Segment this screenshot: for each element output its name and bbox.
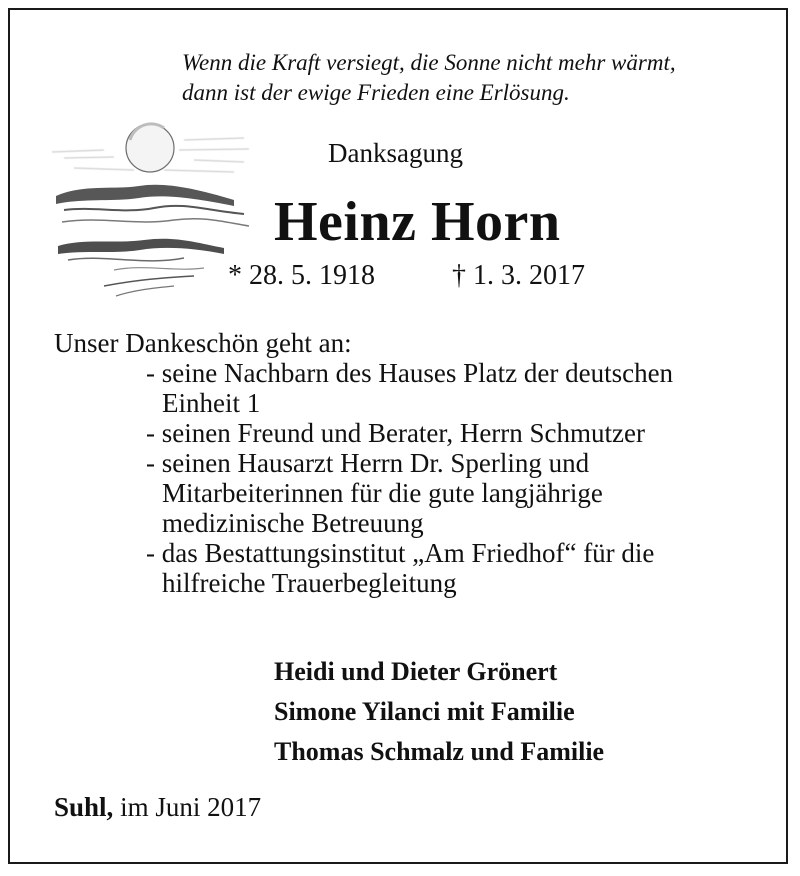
place: Suhl,: [54, 792, 114, 822]
signer-2: Simone Yilanci mit Familie: [274, 697, 575, 726]
signer-1: Heidi und Dieter Grönert: [274, 657, 558, 686]
motto-line-2: dann ist der ewige Frieden eine Erlösung.: [182, 80, 570, 105]
list-item-line: - das Bestattungsinstitut „Am Friedhof“ für die: [146, 538, 655, 568]
notice-frame: [8, 8, 788, 864]
list-item-line: medizinische Betreuung: [162, 508, 424, 538]
list-item: [146, 448, 673, 538]
death-date: † 1. 3. 2017: [452, 260, 585, 291]
motto: [182, 48, 676, 108]
list-item-line: Einheit 1: [162, 388, 261, 418]
list-item-line: - seinen Hausarzt Herrn Dr. Sperling und: [146, 448, 590, 478]
motto-line-1: Wenn die Kraft versiegt, die Sonne nicht mehr wärmt,: [182, 50, 676, 75]
list-item-line: - seine Nachbarn des Hauses Platz der deutschen: [146, 358, 674, 388]
list-item-line: - seinen Freund und Berater, Herrn Schmutzer: [146, 418, 645, 448]
list-item: [146, 538, 673, 598]
thanks-list: [146, 358, 673, 598]
signer-3: Thomas Schmalz und Familie: [274, 737, 605, 766]
list-item-line: Mitarbeiterinnen für die gute langjährige: [162, 478, 603, 508]
birth-date: * 28. 5. 1918: [228, 260, 375, 291]
place-date: [54, 792, 261, 823]
sun-landscape-icon: [44, 110, 254, 300]
deceased-name: Heinz Horn: [274, 191, 561, 253]
heading: Danksagung: [328, 138, 463, 168]
list-item-line: hilfreiche Trauerbegleitung: [162, 568, 457, 598]
list-item: [146, 358, 673, 418]
list-item: [146, 418, 673, 448]
thanks-intro: Unser Dankeschön geht an:: [54, 328, 352, 358]
date: im Juni 2017: [120, 792, 262, 822]
signers: [274, 652, 604, 772]
